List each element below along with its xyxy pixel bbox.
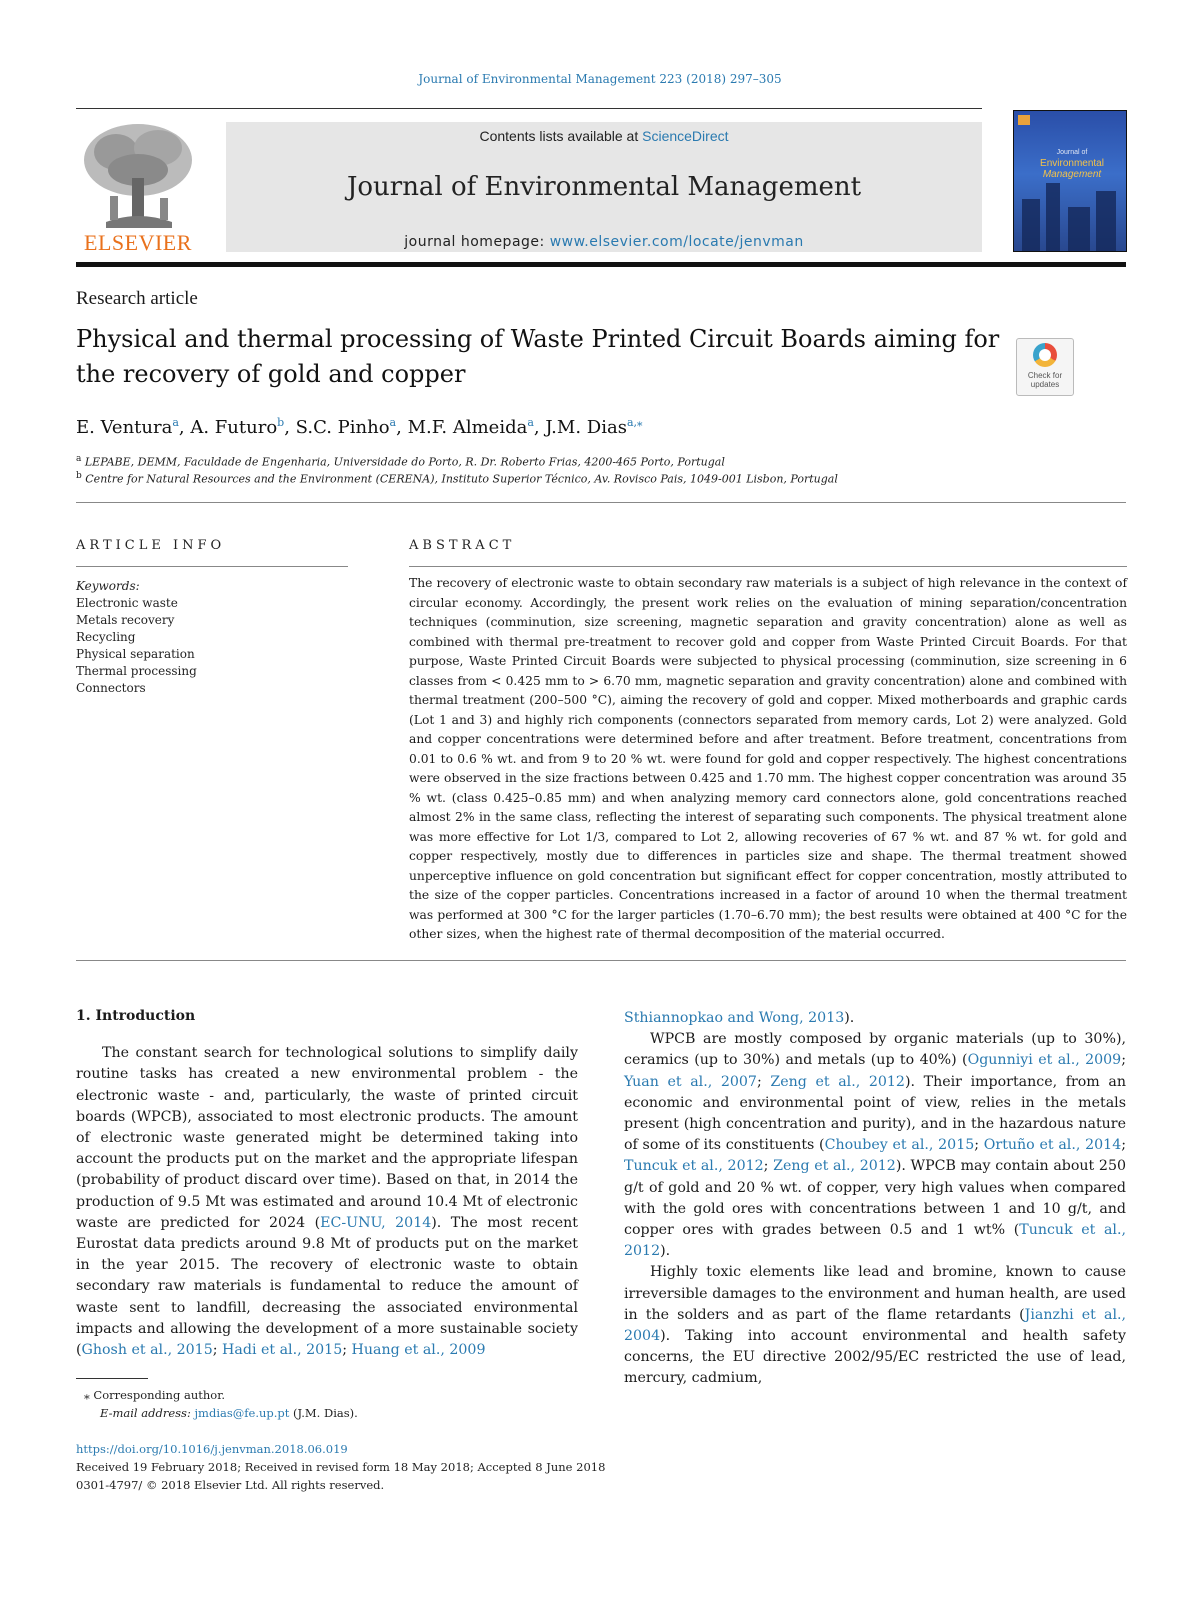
affiliation: $^a$ LEPABE, DEMM, Faculdade de Engenharia, Universidade do Porto, R. Dr. Roberto Frias, 4200-465 Porto, Portugal: [76, 454, 725, 469]
keyword: Electronic waste: [76, 596, 178, 610]
journal-header: [76, 118, 1126, 258]
keywords-label: Keywords:: [76, 579, 140, 593]
citation-link[interactable]: Ortuño et al., 2014: [983, 1137, 1122, 1154]
email-owner: (J.M. Dias).: [293, 1406, 358, 1420]
citation-link[interactable]: Ghosh et al., 2015: [81, 1342, 213, 1359]
cover-title: [1022, 147, 1122, 180]
sciencedirect-link[interactable]: ScienceDirect: [642, 128, 729, 144]
publisher-name: ELSEVIER: [84, 230, 192, 255]
abstract-heading: ABSTRACT: [409, 538, 516, 553]
citation-link[interactable]: Choubey et al., 2015: [824, 1137, 975, 1154]
abstract-text: The recovery of electronic waste to obtain secondary raw materials is a subject of high relevance in the context of circular economy. Accordingly, the present work relies on the evaluation of mining separation/concentration techniques (comminution, size screening, magnetic separation and gravity concentration) alone as well as combined with thermal pre-treatment to recover gold and copper from Waste Printed Circuit Boards. For that purpose, Waste Printed Circuit Boards were subjected to physical processing (comminution, size screening in 6 classes from < 0.425 mm to > 6.70 mm, magnetic separation and gravity concentration) alone and combined with thermal treatment (200–500 °C), aiming the recovery of gold and copper. Mixed motherboards and graphic cards (Lot 1 and 3) and highly rich components (connectors separated from memory cards, Lot 2) were analyzed. Gold and copper concentrations were determined before and after treatment. Before treatment, concentrations from 0.01 to 0.6 % wt. and from 9 to 20 % wt. were found for gold and copper respectively. The highest concentrations were observed in the size fractions between 0.425 and 1.70 mm. The highest copper concentration was around 35 % wt. (class 0.425–0.85 mm) and when analyzing memory card connectors alone, gold concentrations reached almost 2% in the same class, reflecting the interest of separating such components. The physical treatment alone was more effective for Lot 1/3, compared to Lot 2, allowing recoveries of 67 % wt. and 87 % wt. for gold and copper respectively, mostly due to differences in particles size and shape. The thermal treatment showed unperceptive influence on gold concentration but significant effect for copper concentration, mostly attributed to the size of the copper particles. Concentrations increased in a factor of around 10 when the thermal treatment was performed at 300 °C for the larger particles (1.70–6.70 mm); the best results were obtained at 400 °C for the other sizes, when the highest rate of thermal decomposition of the material occurred.: [409, 576, 1127, 941]
author[interactable]: M.F. Almeida$^a$: [407, 416, 534, 438]
author-list: E. Ventura$^a$, A. Futuro$^b$, S.C. Pinho$^a$, M.F. Almeida$^a$, J.M. Dias$^{a,⁎}$: [76, 416, 643, 438]
citation-link[interactable]: Ogunniyi et al., 2009: [967, 1052, 1122, 1069]
cover-logo-mark: [1018, 115, 1030, 125]
header-divider: [76, 262, 1126, 267]
citation-link[interactable]: Hadi et al., 2015: [222, 1342, 343, 1359]
affiliation: $^b$ Centre for Natural Resources and the Environment (CERENA), Instituto Superior Técnico, Av. Rovisco Pais, 1049-001 Lisbon, Portugal: [76, 471, 838, 486]
paragraph: WPCB are mostly composed by organic materials (up to 30%), ceramics (up to 30%) and metals (up to 40%) (Ogunniyi et al., 2009; Yuan et al., 2007; Zeng et al., 2012). Their importance, from an economic and environmental point of view, relies in the metals present (high concentration and purity), and in the hazardous nature of some of its constituents (Choubey et al., 2015; Ortuño et al., 2014; Tuncuk et al., 2012; Zeng et al., 2012). WPCB may contain about 250 g/t of gold and 20 % wt. of copper, very high values when compared with the gold ores with concentrations between 1 and 10 g/t, and copper ores with grades between 0.5 and 1 wt% (Tuncuk et al., 2012).: [624, 1031, 1126, 1260]
homepage-prefix: journal homepage:: [404, 234, 550, 250]
email-label: E-mail address:: [100, 1406, 191, 1420]
doi-line: [76, 1442, 348, 1456]
journal-banner: [226, 122, 982, 252]
citation-link[interactable]: Tuncuk et al., 2012: [624, 1222, 1126, 1260]
keywords-list: [76, 578, 197, 697]
keyword: Recycling: [76, 630, 136, 644]
body-column-right: [624, 1008, 1126, 1390]
top-divider: [76, 108, 982, 109]
contents-prefix: Contents lists available at: [479, 128, 643, 144]
journal-cover-thumbnail[interactable]: [1013, 110, 1127, 252]
cover-building: [1068, 207, 1090, 251]
email-link[interactable]: jmdias@fe.up.pt: [194, 1406, 290, 1420]
citation-link[interactable]: Sthiannopkao and Wong, 2013: [624, 1010, 845, 1026]
keyword: Connectors: [76, 681, 146, 695]
crossmark-icon: [1033, 343, 1057, 367]
author[interactable]: A. Futuro$^b$: [190, 416, 285, 438]
doi-link[interactable]: https://doi.org/10.1016/j.jenvman.2018.06.019: [76, 1442, 348, 1456]
cover-title-line-2: Environmental: [1040, 158, 1104, 169]
corresponding-author-note: ⁎ Corresponding author.: [84, 1388, 226, 1402]
paragraph: The constant search for technological solutions to simplify daily routine tasks has created a new environmental problem - the electronic waste - and, particularly, the waste of printed circuit boards (WPCB), associated to most electronic products. The amount of electronic waste generated might be determined taking into account the products put on the market and the appropriate lifespan (probability of product discard over time). Based on that, in 2014 the production of 9.5 Mt was estimated and around 10.4 Mt of electronic waste are predicted for 2024 (EC-UNU, 2014). The most recent Eurostat data predicts around 9.8 Mt of products put on the market in the year 2015. The recovery of electronic waste to obtain secondary raw materials is fundamental to reduce the amount of waste sent to landfill, decreasing the associated environmental impacts and allowing the development of a more sustainable society (Ghosh et al., 2015; Hadi et al., 2015; Huang et al., 2009: [76, 1045, 579, 1359]
introduction-heading: 1. Introduction: [76, 1008, 196, 1024]
section-divider: [76, 502, 1126, 503]
email-line: [100, 1406, 358, 1420]
article-title: Physical and thermal processing of Waste Printed Circuit Boards aiming for the recovery of gold and copper: [76, 325, 1000, 388]
homepage-line: [226, 234, 982, 250]
citation-link[interactable]: Huang et al., 2009: [351, 1342, 486, 1359]
body-column-left: [76, 1006, 578, 1361]
abstract-rule: [409, 566, 1127, 567]
article-type: Research article: [76, 288, 198, 309]
journal-reference[interactable]: Journal of Environmental Management 223 (2018) 297–305: [418, 72, 782, 86]
keyword: Physical separation: [76, 647, 195, 661]
keyword: Thermal processing: [76, 664, 197, 678]
article-info-rule: [76, 566, 348, 567]
author[interactable]: E. Ventura$^a$: [76, 416, 179, 438]
journal-title: Journal of Environmental Management: [346, 172, 862, 202]
author[interactable]: S.C. Pinho$^a$: [295, 416, 397, 438]
citation-link[interactable]: EC-UNU, 2014: [320, 1214, 432, 1231]
cover-title-line-3: Management: [1042, 169, 1102, 180]
body-divider: [76, 960, 1126, 961]
paragraph: Sthiannopkao and Wong, 2013).: [624, 1010, 855, 1026]
cover-building: [1046, 183, 1060, 251]
paragraph: Highly toxic elements like lead and bromine, known to cause irreversible damages to the environment and human health, are used in the solders and as part of the flame retardants (Jianzhi et al., 2004). Taking into account environmental and health safety concerns, the EU directive 2002/95/EC restricted the use of lead, mercury, cadmium,: [624, 1264, 1126, 1387]
cover-building: [1096, 191, 1116, 251]
homepage-link[interactable]: www.elsevier.com/locate/jenvman: [549, 234, 804, 250]
citation-link[interactable]: Tuncuk et al., 2012: [624, 1158, 764, 1175]
cover-title-line-1: Journal of: [1056, 149, 1088, 156]
keyword: Metals recovery: [76, 613, 175, 627]
contents-line: [226, 128, 982, 144]
copyright-line: 0301-4797/ © 2018 Elsevier Ltd. All rights reserved.: [76, 1478, 385, 1492]
citation-link[interactable]: Jianzhi et al., 2004: [624, 1306, 1126, 1345]
citation-link[interactable]: Zeng et al., 2012: [773, 1158, 896, 1175]
citation-link[interactable]: Yuan et al., 2007: [624, 1073, 757, 1090]
author[interactable]: J.M. Dias$^{a,⁎}$: [545, 416, 643, 438]
received-dates: Received 19 February 2018; Received in revised form 18 May 2018; Accepted 8 June 2018: [76, 1460, 606, 1474]
cover-building: [1022, 199, 1040, 251]
citation-link[interactable]: Zeng et al., 2012: [770, 1073, 905, 1090]
footnote-divider: [76, 1378, 148, 1379]
check-for-updates-button[interactable]: [1016, 338, 1074, 396]
article-info-heading: ARTICLE INFO: [76, 538, 226, 553]
check-for-updates-label: Check for updates: [1027, 371, 1063, 389]
